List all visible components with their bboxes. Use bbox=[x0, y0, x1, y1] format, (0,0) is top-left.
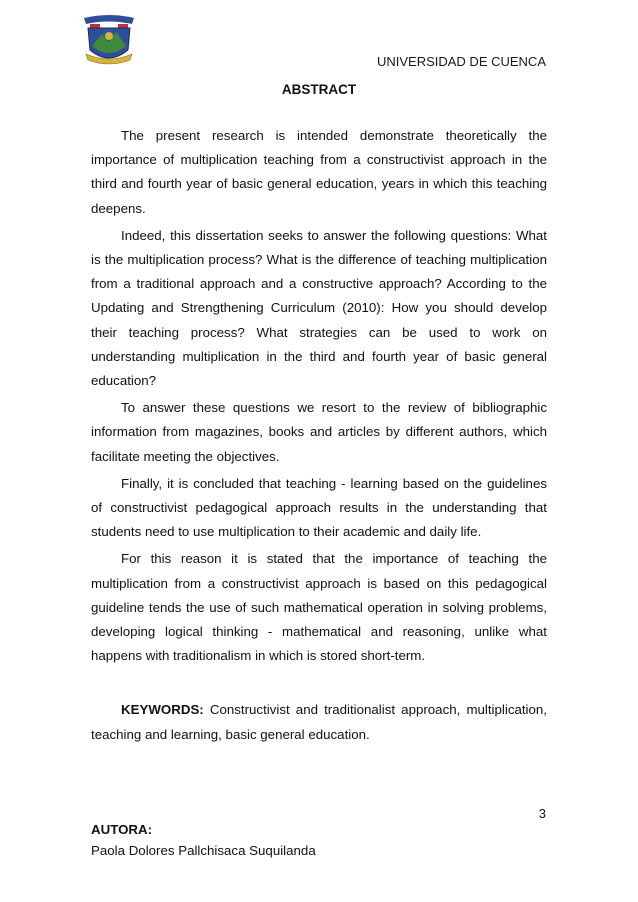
university-seal-icon bbox=[78, 10, 140, 70]
paragraph: Indeed, this dissertation seeks to answer the following questions: What is the multiplication process? What is the difference of teaching multiplication from a traditional approach and a constructive approach? According to the Updating and Strengthening Curriculum (2010): How you should develop their teaching process? What strategies can be used to work on understanding multiplication in the third and fourth year of basic general education? bbox=[91, 227, 547, 389]
author-label: AUTORA: bbox=[91, 822, 153, 837]
keywords-label: KEYWORDS: bbox=[121, 702, 204, 718]
author-name: Paola Dolores Pallchisaca Suquilanda bbox=[91, 843, 316, 858]
paragraph: Finally, it is concluded that teaching - learning based on the guidelines of constructivist pedagogical approach results in the understanding that students need to use multiplication to their academic and daily life. bbox=[91, 475, 547, 540]
keywords bbox=[91, 698, 547, 746]
abstract-body bbox=[91, 124, 547, 750]
paragraph: To answer these questions we resort to the review of bibliographic information from magazines, books and articles by different authors, which facilitate meeting the objectives. bbox=[91, 400, 547, 464]
keywords-text: Constructivist and traditionalist approach, multiplication, teaching and learning, basic general education. bbox=[91, 702, 547, 742]
university-name: UNIVERSIDAD DE CUENCA bbox=[376, 54, 546, 69]
paragraph: The present research is intended demonstrate theoretically the importance of multiplication teaching from a constructivist approach in the third and fourth year of basic general education, years in which this teaching deepens. bbox=[91, 128, 547, 216]
page-number: 3 bbox=[538, 806, 546, 821]
paragraph: For this reason it is stated that the importance of teaching the multiplication from a constructivist approach is based on this pedagogical guideline tends the use of such mathematical operation in solving problems, developing logical thinking - mathematical and reasoning, unlike what happens with traditionalism in which is stored short-term. bbox=[91, 551, 547, 664]
page-title: ABSTRACT bbox=[281, 82, 357, 97]
